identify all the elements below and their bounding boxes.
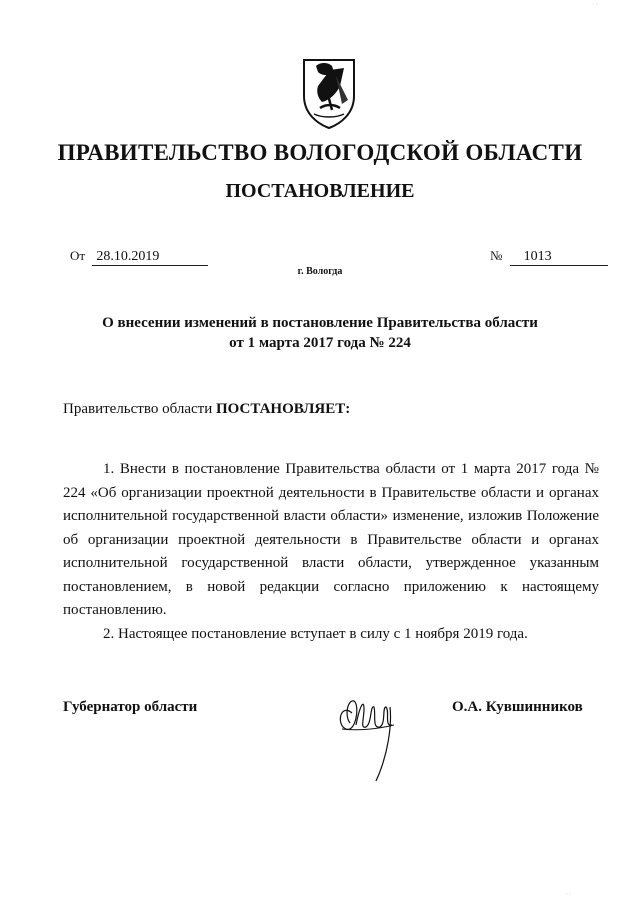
handwritten-signature-icon	[330, 685, 410, 785]
document-type: ПОСТАНОВЛЕНИЕ	[225, 180, 415, 202]
number-value: 1013	[510, 249, 608, 266]
resolution-body	[63, 458, 599, 646]
number-prefix: №	[490, 248, 503, 263]
signatory-name: О.А. Кувшинников	[452, 699, 583, 715]
organization-name: ПРАВИТЕЛЬСТВО ВОЛОГОДСКОЙ ОБЛАСТИ	[57, 140, 583, 165]
scan-speck: · ·	[566, 892, 572, 898]
title-line-1: О внесении изменений в постановление Правительства области	[102, 315, 538, 331]
scan-speck: · ·	[592, 2, 598, 8]
date-prefix: От	[70, 248, 86, 263]
document-number	[490, 248, 608, 266]
resolution-item-2: 2. Настоящее постановление вступает в силу с 1 ноября 2019 года.	[103, 625, 528, 642]
document-date	[70, 248, 208, 266]
coat-of-arms-icon	[300, 56, 358, 130]
resolution-item-1: 1. Внести в постановление Правительства области от 1 марта 2017 года № 224 «Об организации проектной деятельности в Правительстве области и органах исполнительной государственной власти области» изменение, изложив Положение об организации проектной деятельности в Правительстве области и органах исполнительной государственной власти области, утвержденное указанным постановлением, в новой редакции согласно приложению к настоящему постановлению.	[63, 461, 599, 618]
preamble-resolves: ПОСТАНОВЛЯЕТ:	[215, 401, 351, 417]
signatory-position: Губернатор области	[63, 699, 198, 715]
date-value: 28.10.2019	[92, 249, 208, 266]
document-title	[0, 313, 640, 353]
city-label: г. Вологда	[297, 266, 343, 277]
title-line-2: от 1 марта 2017 года № 224	[229, 335, 411, 351]
preamble-text: Правительство области	[63, 401, 213, 417]
preamble	[63, 401, 350, 418]
